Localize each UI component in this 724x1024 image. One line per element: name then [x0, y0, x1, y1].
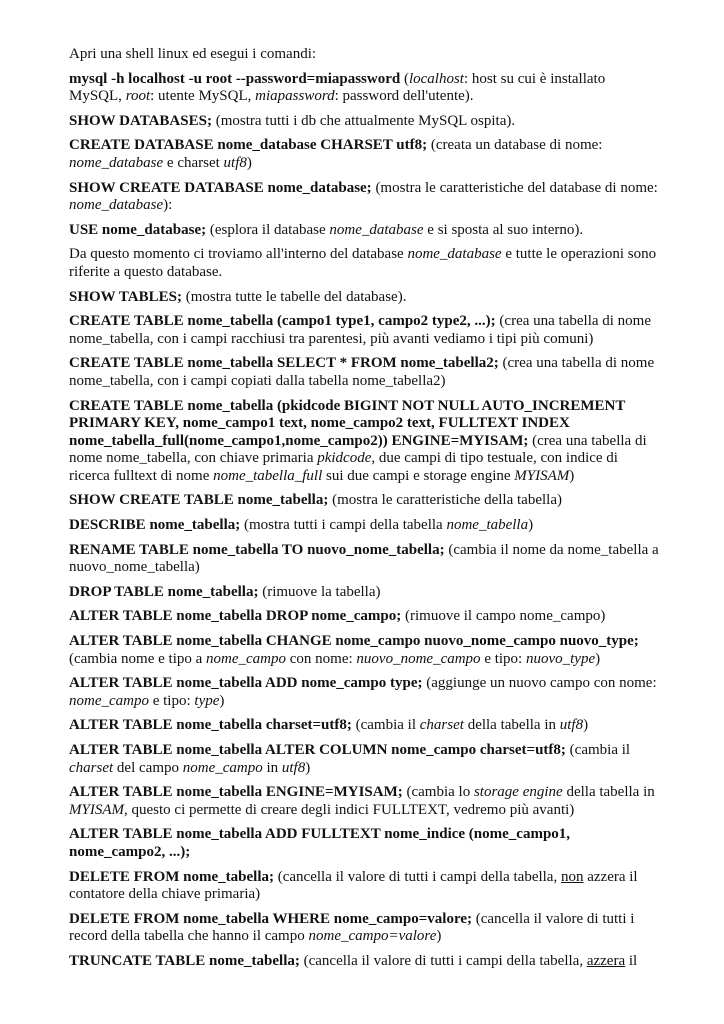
sql-command: CREATE DATABASE nome_database CHARSET utf8;: [69, 137, 428, 154]
sql-command: ALTER TABLE nome_tabella DROP nome_campo;: [69, 608, 402, 625]
text-run: (mostra le caratteristiche della tabella): [328, 492, 562, 509]
text-run: azzera il contatore della chiave primaria): [69, 868, 638, 903]
text-run: Da questo momento ci troviamo all'interno del database: [69, 246, 408, 263]
emphasis-text: MYISAM: [514, 467, 570, 484]
sql-command: TRUNCATE TABLE nome_tabella;: [69, 952, 300, 969]
text-run: (cancella il valore di tutti i record della tabella che hanno il campo: [69, 910, 635, 945]
sql-command: SHOW CREATE TABLE nome_tabella;: [69, 492, 329, 509]
emphasis-text: nome_database: [69, 197, 164, 214]
paragraph: [69, 289, 659, 307]
text-run: (cancella il valore di tutti i campi della tabella,: [274, 868, 561, 885]
paragraph: [69, 71, 659, 106]
emphasis-text: nome_tabella: [446, 517, 529, 534]
paragraph: [69, 517, 659, 535]
text-run: (: [400, 70, 409, 87]
sql-command: DROP TABLE nome_tabella;: [69, 583, 259, 600]
text-run: ): [305, 759, 311, 776]
sql-command: ALTER TABLE nome_tabella CHANGE nome_campo nuovo_nome_campo nuovo_type;: [69, 633, 639, 650]
emphasis-text: pkidcode: [317, 450, 372, 467]
text-run: (crea una tabella di nome nome_tabella, con i campi racchiusi tra parentesi, più avanti vediamo i tipi più comuni): [69, 313, 652, 347]
text-run: ): [219, 692, 225, 709]
emphasis-text: nuovo_nome_campo: [356, 650, 481, 667]
emphasis-text: storage engine: [473, 784, 563, 801]
text-run: (esplora il database: [206, 221, 330, 238]
sql-command: mysql -h localhost -u root --password=miapassword: [69, 70, 401, 87]
emphasis-text: nuovo_type: [525, 650, 596, 667]
text-run: : host su cui è installato MySQL,: [69, 70, 606, 105]
paragraph: [69, 633, 659, 668]
paragraph: [69, 113, 659, 131]
sql-command: ALTER TABLE nome_tabella charset=utf8;: [69, 717, 352, 734]
text-run: (cambia nome e tipo a: [69, 650, 207, 667]
text-run: e tutte le operazioni sono riferite a questo database.: [69, 246, 657, 280]
text-run: il: [625, 952, 638, 969]
paragraph: [69, 492, 659, 510]
emphasis-text: nome_database: [407, 246, 502, 263]
sql-command: ALTER TABLE nome_tabella ALTER COLUMN nome_campo charset=utf8;: [69, 742, 566, 758]
paragraph: [69, 355, 659, 390]
paragraph: [69, 742, 659, 777]
text-run: ): [528, 517, 534, 534]
sql-command: CREATE TABLE nome_tabella (pkidcode BIGINT NOT NULL AUTO_INCREMENT PRIMARY KEY, nome_campo1 text, nome_campo2 text, FULLTEXT INDEX nome_tabella_full(nome_campo1,nome_campo2)) ENGINE=MYISAM;: [69, 397, 626, 449]
emphasis-text: type: [194, 692, 220, 709]
sql-command: CREATE TABLE nome_tabella SELECT * FROM nome_tabella2;: [69, 355, 499, 372]
emphasis-text: nome_campo=valore: [308, 928, 437, 945]
paragraph: [69, 222, 659, 240]
text-run: (rimuove la tabella): [258, 583, 381, 600]
emphasis-text: charset: [419, 717, 464, 734]
emphasis-text: nome_database: [69, 154, 164, 171]
paragraph: [69, 826, 659, 861]
paragraph: [69, 137, 659, 172]
paragraph: [69, 869, 659, 904]
paragraph: [69, 46, 659, 64]
underlined-text: non: [560, 868, 584, 885]
emphasis-text: MYISAM: [69, 801, 124, 818]
paragraph: [69, 675, 659, 710]
paragraph: [69, 953, 659, 971]
paragraph: [69, 717, 659, 735]
text-run: e charset: [163, 154, 224, 171]
text-run: ): [583, 717, 589, 734]
text-run: (crea una tabella di nome nome_tabella, con chiave primaria: [69, 432, 647, 467]
sql-command: DELETE FROM nome_tabella WHERE nome_campo=valore;: [69, 910, 472, 927]
text-run: con nome:: [286, 650, 357, 667]
sql-command: ALTER TABLE nome_tabella ADD FULLTEXT nome_indice (nome_campo1, nome_campo2, ...);: [69, 826, 571, 860]
text-run: della tabella in: [562, 784, 655, 801]
text-run: : utente MySQL,: [150, 88, 256, 105]
paragraph: [69, 398, 659, 486]
sql-command: USE nome_database;: [69, 221, 207, 238]
text-run: (cambia il nome da nome_tabella a nuovo_nome_tabella): [69, 541, 659, 576]
sql-command: ALTER TABLE nome_tabella ADD nome_campo type;: [69, 675, 423, 692]
sql-command: RENAME TABLE nome_tabella TO nuovo_nome_tabella;: [69, 541, 445, 558]
text-run: (cambia il: [565, 742, 631, 758]
paragraph: [69, 608, 659, 626]
text-run: e si sposta al suo interno).: [423, 221, 584, 238]
text-run: sui due campi e storage engine: [322, 467, 515, 484]
emphasis-text: nome_tabella_full: [213, 467, 323, 484]
sql-command: SHOW TABLES;: [69, 288, 182, 305]
sql-command: CREATE TABLE nome_tabella (campo1 type1, campo2 type2, ...);: [69, 313, 496, 330]
paragraph: [69, 180, 659, 215]
sql-command: DESCRIBE nome_tabella;: [69, 517, 241, 534]
text-run: ): [436, 928, 442, 945]
text-run: ):: [163, 197, 173, 214]
emphasis-text: localhost: [408, 70, 464, 87]
text-run: in: [262, 759, 282, 776]
text-run: (cambia il: [351, 717, 420, 734]
sql-command: SHOW DATABASES;: [69, 112, 212, 129]
emphasis-text: nome_campo: [206, 650, 287, 667]
text-run: (mostra tutti i campi della tabella: [240, 517, 447, 534]
text-run: del campo: [113, 759, 183, 776]
sql-command: ALTER TABLE nome_tabella ENGINE=MYISAM;: [69, 784, 403, 801]
paragraph: [69, 313, 659, 348]
emphasis-text: utf8: [281, 759, 306, 776]
paragraph: [69, 784, 659, 819]
paragraph: [69, 584, 659, 602]
emphasis-text: charset: [69, 759, 114, 776]
document-page: [69, 46, 659, 978]
paragraph: [69, 911, 659, 946]
text-run: (rimuove il campo nome_campo): [401, 608, 606, 625]
text-run: (creata un database di nome:: [427, 137, 603, 154]
text-run: ): [246, 154, 252, 171]
text-run: : password dell'utente).: [334, 88, 474, 105]
text-run: Apri una shell linux ed esegui i comandi:: [69, 46, 317, 62]
text-run: (mostra tutte le tabelle del database).: [181, 288, 407, 305]
sql-command: DELETE FROM nome_tabella;: [69, 868, 274, 885]
text-run: (mostra le caratteristiche del database di nome:: [371, 179, 658, 196]
emphasis-text: nome_database: [329, 221, 424, 238]
emphasis-text: miapassword: [255, 88, 335, 105]
emphasis-text: nome_campo: [69, 692, 149, 709]
text-run: (cancella il valore di tutti i campi della tabella,: [299, 952, 587, 969]
text-run: (aggiunge un nuovo campo con nome:: [422, 675, 657, 692]
sql-command: SHOW CREATE DATABASE nome_database;: [69, 179, 372, 196]
paragraph: [69, 246, 659, 281]
emphasis-text: root: [125, 88, 151, 105]
text-run: e tipo:: [480, 650, 526, 667]
paragraph: [69, 542, 659, 577]
emphasis-text: nome_campo: [182, 759, 263, 776]
text-run: ): [569, 467, 575, 484]
emphasis-text: utf8: [559, 717, 584, 734]
text-run: (cambia lo: [402, 784, 474, 801]
text-run: della tabella in: [463, 717, 560, 734]
underlined-text: azzera: [586, 952, 626, 969]
text-run: ): [595, 650, 601, 667]
text-run: , due campi di tipo testuale, con indice di ricerca fulltext di nome: [69, 450, 618, 484]
text-run: (mostra tutti i db che attualmente MySQL ospita).: [211, 112, 516, 129]
text-run: e tipo:: [148, 692, 195, 709]
text-run: (crea una tabella di nome nome_tabella, con i campi copiati dalla tabella nome_tabella2): [69, 355, 655, 389]
text-run: , questo ci permette di creare degli indici FULLTEXT, vedremo più avanti): [124, 801, 575, 818]
emphasis-text: utf8: [223, 154, 247, 171]
